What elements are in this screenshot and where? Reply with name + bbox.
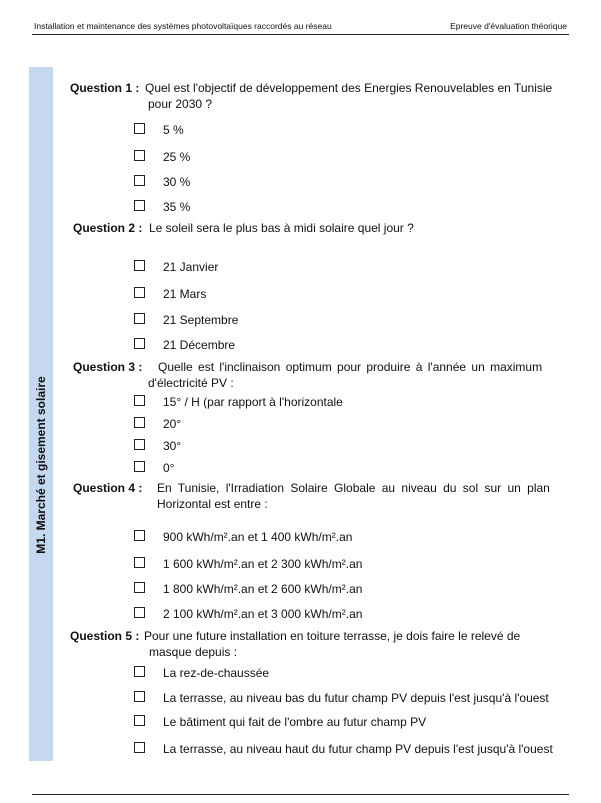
question-5-text-line-1: Pour une future installation en toiture terrasse, je dois faire le relevé de [144,629,521,643]
option-label: 35 % [163,200,191,214]
checkbox[interactable] [134,200,145,211]
option-label: La terrasse, au niveau haut du futur champ PV depuis l'est jusqu'à l'ouest [163,742,553,756]
question-4-text-line-2: Horizontal est entre : [157,497,268,511]
question-2-text-line-1: Le soleil sera le plus bas à midi solaire quel jour ? [149,221,414,235]
checkbox[interactable] [134,742,145,753]
checkbox[interactable] [134,691,145,702]
header-exam-type: Epreuve d'évaluation théorique [450,21,567,31]
checkbox[interactable] [134,582,145,593]
checkbox[interactable] [134,666,145,677]
option-label: 20° [163,417,182,431]
question-5 [70,628,580,659]
checkbox[interactable] [134,417,145,428]
option-label: 1 600 kWh/m².an et 2 300 kWh/m².an [163,557,363,571]
checkbox[interactable] [134,287,145,298]
page-header [32,18,569,35]
option-label: La rez-de-chaussée [163,666,270,680]
question-1 [70,80,580,111]
checkbox[interactable] [134,607,145,618]
option-label: 21 Mars [163,287,207,301]
question-3-label: Question 3 : [73,360,143,374]
question-1-text-line-2: pour 2030 ? [148,97,213,111]
checkbox[interactable] [134,461,145,472]
header-course-title: Installation et maintenance des systèmes photovoltaïques raccordés au réseau [34,21,332,31]
option-label: 21 Décembre [163,338,236,352]
checkbox[interactable] [134,439,145,450]
option-label: 21 Septembre [163,313,239,327]
footer-divider [32,794,569,795]
option-label: 30 % [163,175,191,189]
option-label: 2 100 kWh/m².an et 3 000 kWh/m².an [163,607,363,621]
checkbox[interactable] [134,530,145,541]
option-label: 900 kWh/m².an et 1 400 kWh/m².an [163,530,353,544]
question-5-text-line-2: masque depuis : [149,645,238,659]
question-3-text-line-2: d'électricité PV : [148,376,234,390]
checkbox[interactable] [134,715,145,726]
checkbox[interactable] [134,123,145,134]
question-4 [73,480,583,511]
option-label: La terrasse, au niveau bas du futur champ PV depuis l'est jusqu'à l'ouest [163,691,549,705]
option-label: 15° / H (par rapport à l'horizontale [163,395,343,409]
option-label: 30° [163,439,182,453]
checkbox[interactable] [134,150,145,161]
option-label: 25 % [163,150,191,164]
option-label: Le bâtiment qui fait de l'ombre au futur champ PV [163,715,427,729]
question-4-label: Question 4 : [73,481,143,495]
option-label: 5 % [163,123,184,137]
question-4-text-line-1: En Tunisie, l'Irradiation Solaire Globale au niveau du sol sur un plan [157,481,550,495]
question-1-label: Question 1 : [70,81,140,95]
question-1-text-line-1: Quel est l'objectif de développement des Energies Renouvelables en Tunisie [145,81,553,95]
question-2 [73,220,583,236]
module-sidebar-label: M1. Marché et gisement solaire [34,376,48,554]
checkbox[interactable] [134,338,145,349]
option-label: 21 Janvier [163,260,219,274]
checkbox[interactable] [134,395,145,406]
question-5-label: Question 5 : [70,629,140,643]
option-label: 1 800 kWh/m².an et 2 600 kWh/m².an [163,582,363,596]
checkbox[interactable] [134,260,145,271]
question-3-text-line-1: Quelle est l'inclinaison optimum pour produire à l'année un maximum [158,360,543,374]
checkbox[interactable] [134,557,145,568]
question-3 [73,359,583,390]
option-label: 0° [163,461,175,475]
question-2-label: Question 2 : [73,221,143,235]
checkbox[interactable] [134,175,145,186]
checkbox[interactable] [134,313,145,324]
